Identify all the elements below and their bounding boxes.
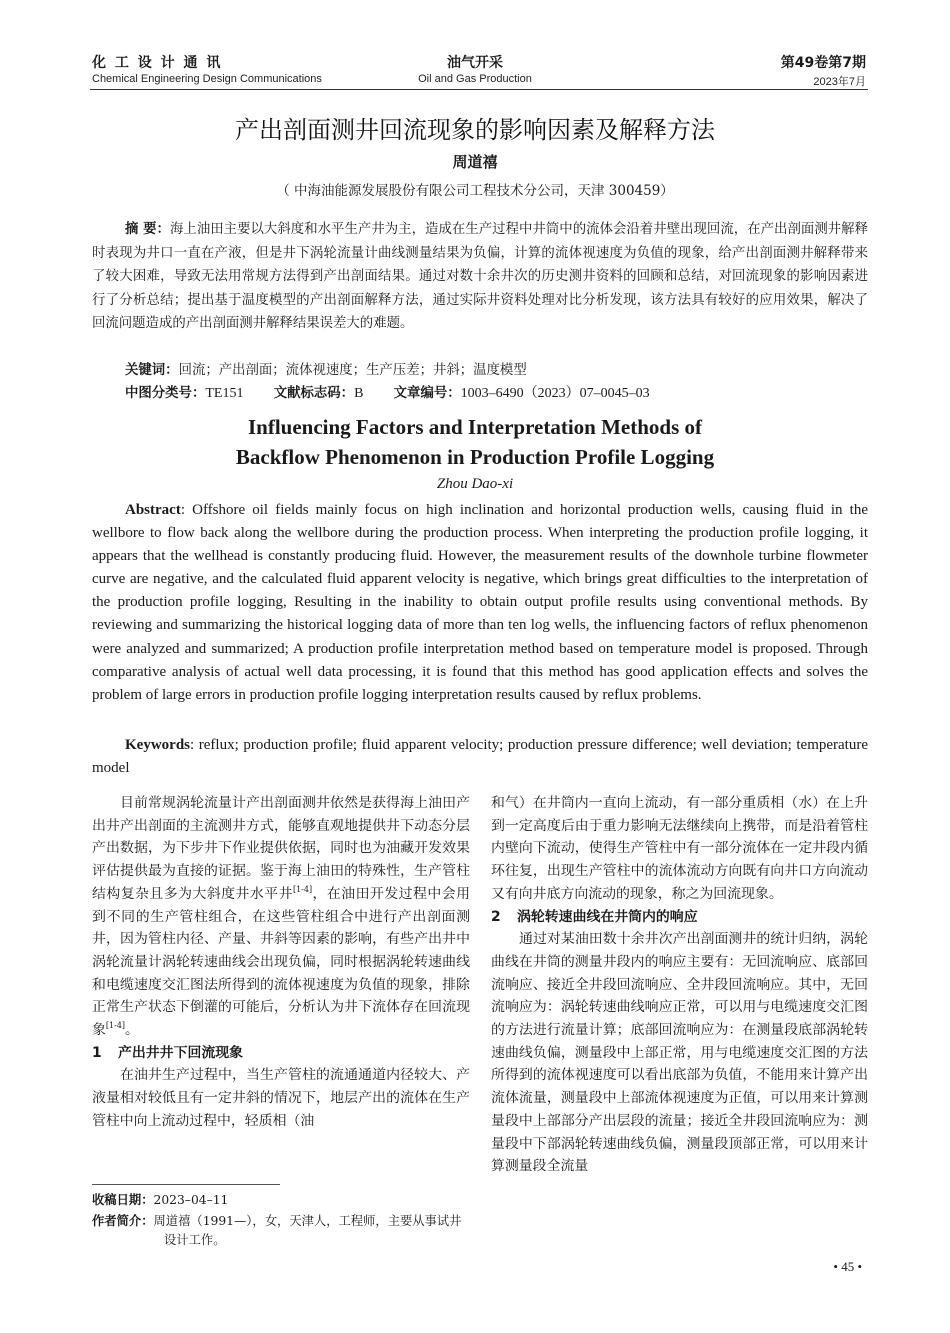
- header-rule: [90, 89, 868, 90]
- section-heading-2: [491, 906, 868, 929]
- intro-paragraph: [92, 792, 470, 1042]
- received-label: 收稿日期：: [92, 1193, 154, 1207]
- author-cn: 周道禧: [452, 153, 498, 171]
- paper-title-en: [0, 412, 950, 472]
- page-number: • 45 •: [833, 1259, 862, 1274]
- abstract-en-label: Abstract: [125, 502, 181, 518]
- volume-issue: 第49卷第7期: [780, 55, 866, 71]
- section-2-paragraph: 通过对某油田数十余井次产出剖面测井的统计归纳，涡轮曲线在井筒的测量井段内的响应主要有：无回流响应、底部回流响应、接近全井段回流响应、全井段回流响应。其中，无回流响应为：涡轮转速曲线响应正常，可以用与电缆速度交汇图的方法进行流量计算；底部回流响应为：在测量段底部涡轮转速曲线负偏，测量段中上部正常，用与电缆速度交汇图的方法所得到的流体视速度可以看出底部为负值，不能用来计算产出流体流量，测量段中上部流体视速度为正值，可以用来计算测量段中上部部分产出层段的流量；接近全井段回流响应为：测量段中下部涡轮转速曲线负偏，测量段顶部正常，可以用来计算测量段全流量: [491, 931, 868, 1175]
- received-date: [92, 1191, 470, 1210]
- section-name-cn: 油气开采: [447, 55, 503, 71]
- doc-code-label: 文献标志码：: [273, 386, 355, 401]
- citation-2: [1-4]: [105, 1021, 126, 1031]
- section-1-continued: 和气）在井筒内一直向上流动，有一部分重质相（水）在上升到一定高度后由于重力影响无法继续向上携带，而是沿着管柱内壁向下流动，使得生产管柱中有一部分流体在一定井段内循环往复，出现生产管柱中的流体流动方向既有向井口方向流动又有向井底方向流动的现象，称之为回流现象。: [491, 795, 868, 902]
- footnote-rule: [92, 1184, 280, 1185]
- keywords-cn-label: 关键词：: [125, 363, 179, 378]
- keywords-en: [92, 734, 868, 780]
- bio-value: 周道禧（1991—），女，天津人，工程师，主要从事试井设计工作。: [153, 1214, 462, 1247]
- classification-line: [125, 382, 676, 402]
- abstract-en: [92, 499, 868, 707]
- section-2-number: 2: [491, 908, 501, 925]
- section-1-number: 1: [92, 1044, 102, 1061]
- author-bio: [92, 1212, 470, 1250]
- article-no-value: 1003–6490（2023）07–0045–03: [460, 386, 650, 401]
- section-2-title: 涡轮转速曲线在井筒内的响应: [517, 908, 698, 925]
- keywords-en-label: Keywords: [125, 737, 190, 753]
- abstract-cn-text: 海上油田主要以大斜度和水平生产井为主，造成在生产过程中井筒中的流体会沿着井壁出现回流，在产出剖面测井解释时表现为井口一直在产液，但是井下涡轮流量计曲线测量结果为负偏，计算的流体视速度为负值的现象，给产出剖面测井解释带来了较大困难，导致无法用常规方法得到产出剖面结果。通过对数十余井次的历史测井资料的回顾和总结，对回流现象的影响因素进行了分析总结；提出基于温度模型的产出剖面解释方法，通过实际井资料处理对比分析发现，该方法具有较好的应用效果，解决了回流问题造成的产出剖面测井解释结果误差大的难题。: [92, 222, 868, 331]
- body-left-column: [92, 792, 470, 1133]
- paper-title-en-line1: Influencing Factors and Interpretation Methods of: [247, 415, 703, 439]
- bio-label: 作者简介：: [92, 1214, 154, 1228]
- author-en: Zhou Dao-xi: [436, 476, 514, 492]
- intro-text-c: 。: [125, 1022, 139, 1039]
- keywords-cn-text: 回流；产出剖面；流体视速度；生产压差；井斜；温度模型: [178, 363, 527, 378]
- abstract-cn: [92, 218, 868, 336]
- section-heading-1: [92, 1042, 470, 1065]
- keywords-en-text: : reflux; production profile; fluid apparent velocity; production pressure difference; well deviation; temperature model: [92, 737, 868, 777]
- clc-value: TE151: [205, 386, 244, 401]
- clc-label: 中图分类号：: [125, 386, 206, 401]
- intro-text-a: 目前常规涡轮流量计产出剖面测井依然是获得海上油田产出井产出剖面的主流测井方式，能够直观地提供井下动态分层产出数据，为下步井下作业提供依据，同时也为油藏开发效果评估提供最为直接的证据。鉴于海上油田的特殊性，生产管柱结构复杂且多为大斜度井水平井: [92, 795, 470, 902]
- citation-1: [1-4]: [292, 884, 313, 894]
- affiliation-cn: （ 中海油能源发展股份有限公司工程技术分公司，天津 300459）: [276, 183, 674, 199]
- journal-name-cn: 化 工 设 计 通 讯: [92, 55, 223, 71]
- section-name-en: Oil and Gas Production: [418, 73, 532, 85]
- section-1-paragraph: 在油井生产过程中，当生产管柱的流通通道内径较大、产液量相对较低且有一定井斜的情况下，地层产出的流体在生产管柱中向上流动过程中，轻质相（油: [92, 1067, 470, 1129]
- doc-code-value: B: [354, 386, 364, 401]
- issue-date: 2023年7月: [813, 76, 866, 88]
- section-1-title: 产出井井下回流现象: [118, 1044, 244, 1061]
- intro-text-b: ，在油田开发过程中会用到不同的生产管柱组合，在这些管柱组合中进行产出剖面测井，因为管柱内径、产量、井斜等因素的影响，有些产出井中涡轮流量计涡轮转速曲线会出现负偏，同时根据涡轮转速曲线和电缆速度交汇图法所得到的流体视速度为负值的现象，排除正常生产状态下倒灌的可能后，分析认为井下流体存在回流现象: [92, 885, 470, 1039]
- article-no-label: 文章编号：: [393, 386, 461, 401]
- paper-title-cn: 产出剖面测井回流现象的影响因素及解释方法: [235, 116, 715, 144]
- received-value: 2023–04–11: [153, 1193, 229, 1207]
- body-right-column: [491, 792, 868, 1178]
- abstract-en-text: : Offshore oil fields mainly focus on high inclination and horizontal production wells, causing fluid in the wellbore to flow back along the wellbore during the production process. When interpreting the production profile logging, it appears that the wellhead is constantly producing fluid. However, the measurement results of the downhole turbine flowmeter curve are negative, and the calculated fluid apparent velocity is negative, which brings great difficulties to the interpretation of the production profile logging, Resulting in the inability to obtain output profile results using conventional methods. By reviewing and summarizing the historical logging data of more than ten log wells, the influencing factors of reflux phenomenon were analyzed and summarized; A production profile interpretation method based on temperature model is proposed. Through comparative analysis of actual well data processing, it is found that this method has good application effects and solves the problem of large errors in production profile logging interpretation results caused by reflux problems.: [92, 502, 868, 703]
- paper-title-en-line2: Backflow Phenomenon in Production Profile Logging: [235, 445, 715, 469]
- abstract-cn-label: 摘 要：: [125, 222, 170, 237]
- keywords-cn: [125, 359, 527, 378]
- journal-name-en: Chemical Engineering Design Communications: [92, 73, 322, 85]
